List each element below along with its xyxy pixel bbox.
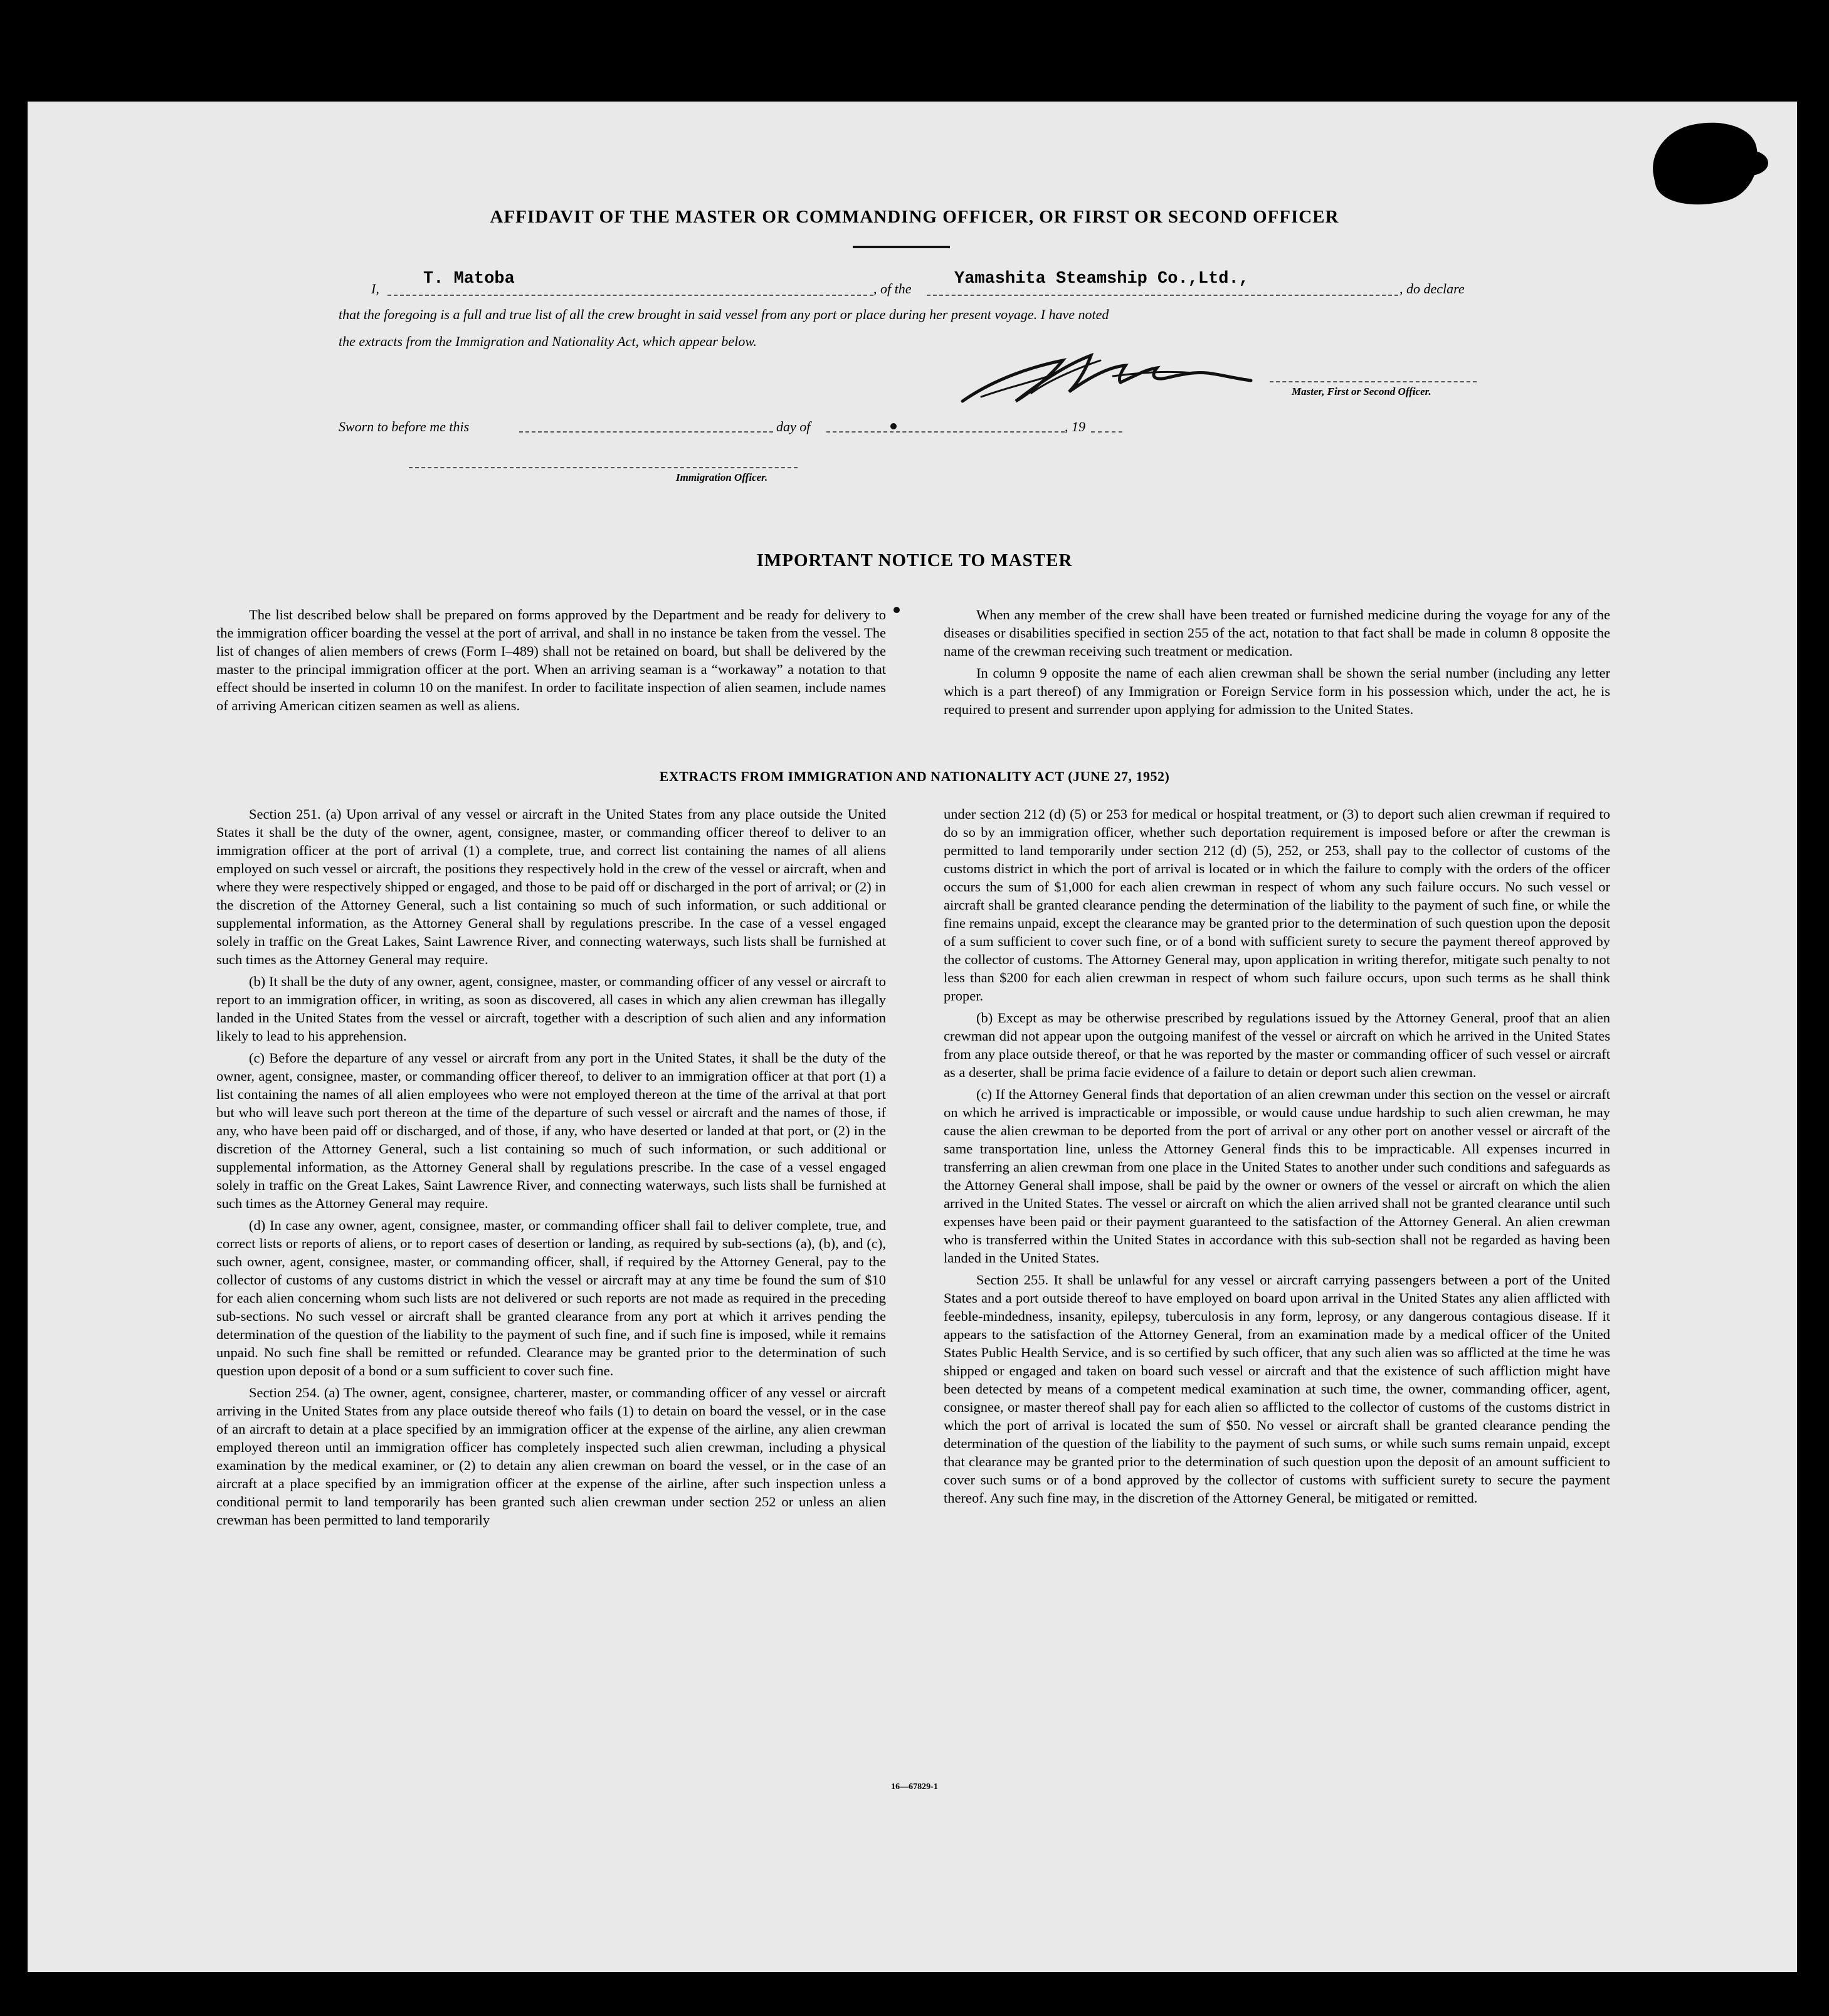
title-divider — [853, 246, 950, 248]
ink-dot — [890, 423, 897, 429]
section-254-a-continued: under section 212 (d) (5) or 253 for medical or hospital treatment, or (3) to deport such alien crewman if required to do so by an immigration officer, whether such deportation requirement is imposed before or after the crewman is permitted to land temporarily under section 212 (d) (5), 252, or 253, shall pay to the collector of customs of the customs district in which the port of arrival is located or in which the failure to comply with the orders of the officer occurs the sum of $1,000 for each alien crewman in respect of whom any such failure occurs. No such vessel or aircraft shall be granted clearance pending the determination of the liability to the payment of such fine, or while the fine remains unpaid, except the clearance may be granted prior to the determination of such question upon the deposit of a sum sufficient to cover such fine, or of a bond with sufficient surety to secure the payment thereof approved by the collector of customs. The Attorney General may, upon application in writing therefor, mitigate such penalty to not less than $200 for each alien crewman in respect of whom such failure occurs, upon such terms as he shall think proper. — [944, 806, 1610, 1004]
torn-corner-fragment — [1731, 150, 1768, 176]
sworn-label: Sworn to before me this — [339, 419, 470, 434]
notice-right-paragraph-1: When any member of the crew shall have been treated or furnished medicine during the voyage for any of the diseases or disabilities specified in section 255 of the act, notation to that fact shall be made in column 8 opposite the name of the crewman receiving such treatment or medication. — [944, 607, 1610, 659]
declare-label: , do declare — [1399, 281, 1465, 297]
section-254-a: Section 254. (a) The owner, agent, consignee, charterer, master, or commanding officer of any vessel or aircraft arriving in the United States from any place outside thereof who fails (1) to detain on board the vessel, or in the case of an aircraft to detain at a place specified by an immigration officer at the expense of the airline, any alien crewman employed thereon until an immigration officer has completely inspected such alien crewman, including a physical examination by the medical examiner, or (2) to detain any alien crewman on board the vessel, or in the case of an aircraft at a place specified by an immigration officer at the expense of the airline, after such inspection unless a conditional permit to land temporarily has been granted such alien crewman under section 252 or unless an alien crewman has been permitted to land temporarily — [216, 1385, 886, 1528]
of-the-label: , of the — [873, 281, 912, 297]
sworn-day-fill-line — [519, 431, 773, 433]
declarant-name: T. Matoba — [423, 270, 515, 288]
master-signature — [956, 342, 1282, 411]
section-254-b: (b) Except as may be otherwise prescribed by regulations issued by the Attorney General, proof that an alien crewman did not appear upon the outgoing manifest of the vessel or aircraft on which he arrived in the United States from any place outside thereof, or that he was reported by the master or commanding officer of such vessel or aircraft as a deserter, shall be prima facie evidence of a failure to detain or deport such alien crewman. — [944, 1010, 1610, 1080]
day-of-label: day of — [776, 419, 811, 434]
notice-left-column — [216, 606, 886, 718]
company-name: Yamashita Steamship Co.,Ltd., — [954, 270, 1249, 288]
notice-right-paragraph-2: In column 9 opposite the name of each alien crewman shall be shown the serial number (including any letter which is a part thereof) of any Immigration or Foreign Service form in his possession which, under the act, he is required to present and surrender upon applying for admission to the United States. — [944, 665, 1610, 717]
extracts-left-column — [216, 805, 886, 1533]
column-bullet — [893, 607, 900, 613]
affidavit-body-line1: that the foregoing is a full and true list of all the crew brought in said vessel from any port or place during her present voyage. I have noted — [339, 307, 1109, 322]
name-fill-line — [387, 295, 873, 296]
section-251-a: Section 251. (a) Upon arrival of any vessel or aircraft in the United States from any place outside the United States it shall be the duty of the owner, agent, consignee, master, or commanding officer thereof to deliver to an immigration officer at the port of arrival (1) a complete, true, and correct list containing the names of all aliens employed on such vessel or aircraft, the positions they respectively hold in the crew of the vessel or aircraft, when and where they were respectively shipped or engaged, and those to be paid off or discharged in the port of arrival; or (2) in the discretion of the Attorney General, such a list containing so much of such information, or such additional or supplemental information, as the Attorney General shall by regulations prescribe. In the case of a vessel engaged solely in traffic on the Great Lakes, Saint Lawrence River, and connecting waterways, such lists shall be furnished at such times as the Attorney General may require. — [216, 806, 886, 967]
section-251-c: (c) Before the departure of any vessel or aircraft from any port in the United States, it shall be the duty of the owner, agent, consignee, master, or commanding officer thereof, to deliver to an immigration officer at that port (1) a list containing the names of all alien employees who were not employed thereon at the time of the arrival at that port but who will leave such port thereon at the time of the departure of such vessel or aircraft and the names of those, if any, who have been paid off or discharged, and of those, if any, who have deserted or landed at that port, or (2) in the discretion of the Attorney General, such a list containing so much of such information, or such additional or supplemental information, as the Attorney General shall by regulations prescribe. In the case of a vessel engaged solely in traffic on the Great Lakes, Saint Lawrence River, and connecting waterways, such lists shall be furnished at such times as the Attorney General may require. — [216, 1050, 886, 1211]
affidavit-title: AFFIDAVIT OF THE MASTER OR COMMANDING OFFICER, OR FIRST OR SECOND OFFICER — [490, 207, 1339, 227]
signature-caption: Master, First or Second Officer. — [1292, 386, 1431, 397]
notice-right-column — [944, 606, 1610, 722]
company-fill-line — [927, 295, 1398, 296]
year-fill-line — [1091, 431, 1122, 433]
notice-left-paragraph: The list described below shall be prepared on forms approved by the Department and be ready for delivery to the immigration officer boarding the vessel at the port of arrival, and shall in no instance be taken from the vessel. The list of changes of alien members of crews (Form I–489) shall not be retained on board, but shall be delivered by the master to the principal immigration officer at the port. When an arriving seaman is a “workaway” a notation to that effect should be inserted in column 10 on the manifest. In order to facilitate inspection of alien seamen, include names of arriving American citizen seamen as well as aliens. — [216, 607, 886, 713]
affidavit-prefix: I, — [371, 281, 379, 297]
section-251-b: (b) It shall be the duty of any owner, agent, consignee, master, or commanding officer of any vessel or aircraft to report to an immigration officer, in writing, as soon as discovered, all cases in which any alien crewman has illegally landed in the United States from the vessel or aircraft, together with a description of such alien and any information likely to lead to his apprehension. — [216, 974, 886, 1044]
extracts-right-column — [944, 805, 1610, 1511]
signature-fill-line — [1270, 381, 1477, 382]
officer-caption: Immigration Officer. — [676, 471, 768, 483]
year-label: , 19 — [1065, 419, 1085, 434]
section-254-c: (c) If the Attorney General finds that deportation of an alien crewman under this section on the vessel or aircraft on which he arrived is impracticable or impossible, or would cause undue hardship to such alien crewman, he may cause the alien crewman to be deported from the port of arrival or any other port on another vessel or aircraft of the same transportation line, unless the Attorney General finds this to be impracticable. All expenses incurred in transferring an alien crewman from one place in the United States to another under such conditions and safeguards as the Attorney General shall impose, shall be paid by the owner or owners of the vessel or aircraft on which the alien arrived in the United States. The vessel or aircraft on which the alien arrived shall not be granted clearance until such expenses have been paid or their payment guaranteed to the satisfaction of the Attorney General. An alien crewman who is transferred within the United States in accordance with this sub-section shall not be regarded as having been landed in the United States. — [944, 1086, 1610, 1266]
affidavit-body-line2: the extracts from the Immigration and Nationality Act, which appear below. — [339, 333, 757, 349]
form-number: 16—67829-1 — [891, 1782, 938, 1792]
extracts-title: EXTRACTS FROM IMMIGRATION AND NATIONALITY ACT (JUNE 27, 1952) — [659, 769, 1170, 784]
section-255: Section 255. It shall be unlawful for any vessel or aircraft carrying passengers between a port of the United States and a port outside thereof to have employed on board upon arrival in the United States any alien afflicted with feeble-mindedness, insanity, epilepsy, tuberculosis in any form, leprosy, or any dangerous contagious disease. If it appears to the satisfaction of the Attorney General, from an examination made by a medical officer of the United States Public Health Service, and is so certified by such officer, that any such alien was so afflicted at the time he was shipped or engaged and taken on board such vessel or aircraft and that the existence of such affliction might have been detected by means of a competent medical examination at such time, the owner, commanding officer, agent, consignee, or master thereof shall pay for each alien so afflicted to the collector of customs of the customs district in which the port of arrival is located the sum of $50. No vessel or aircraft shall be granted clearance pending the determination of the question of the liability to the payment of such sums, or while such sums remain unpaid, except that clearance may be granted prior to the determination of such question upon the deposit of an amount sufficient to cover such sums or of a bond approved by the collector of customs with sufficient surety to secure the payment thereof. Any such fine may, in the discretion of the Attorney General, be mitigated or remitted. — [944, 1272, 1610, 1506]
sworn-month-fill-line — [826, 431, 1065, 433]
notice-title: IMPORTANT NOTICE TO MASTER — [756, 550, 1073, 570]
section-251-d: (d) In case any owner, agent, consignee, master, or commanding officer shall fail to deliver complete, true, and correct lists or reports of aliens, or to report cases of desertion or landing, as required by sub-sections (a), (b), and (c), such owner, agent, consignee, master, or commanding officer, shall, if required by the Attorney General, pay to the collector of customs of any customs district in which the vessel or aircraft may at any time be found the sum of $10 for each alien concerning whom such lists are not delivered or such reports are not made as required in the preceding sub-sections. No such vessel or aircraft shall be granted clearance from any port at which it arrives pending the determination of the question of the liability to the payment of such fine, and if such fine is imposed, while it remains unpaid. No such fine shall be remitted or refunded. Clearance may be granted prior to the determination of such question upon deposit of a bond or a sum sufficient to cover such fine. — [216, 1217, 886, 1378]
officer-fill-line — [409, 467, 798, 468]
